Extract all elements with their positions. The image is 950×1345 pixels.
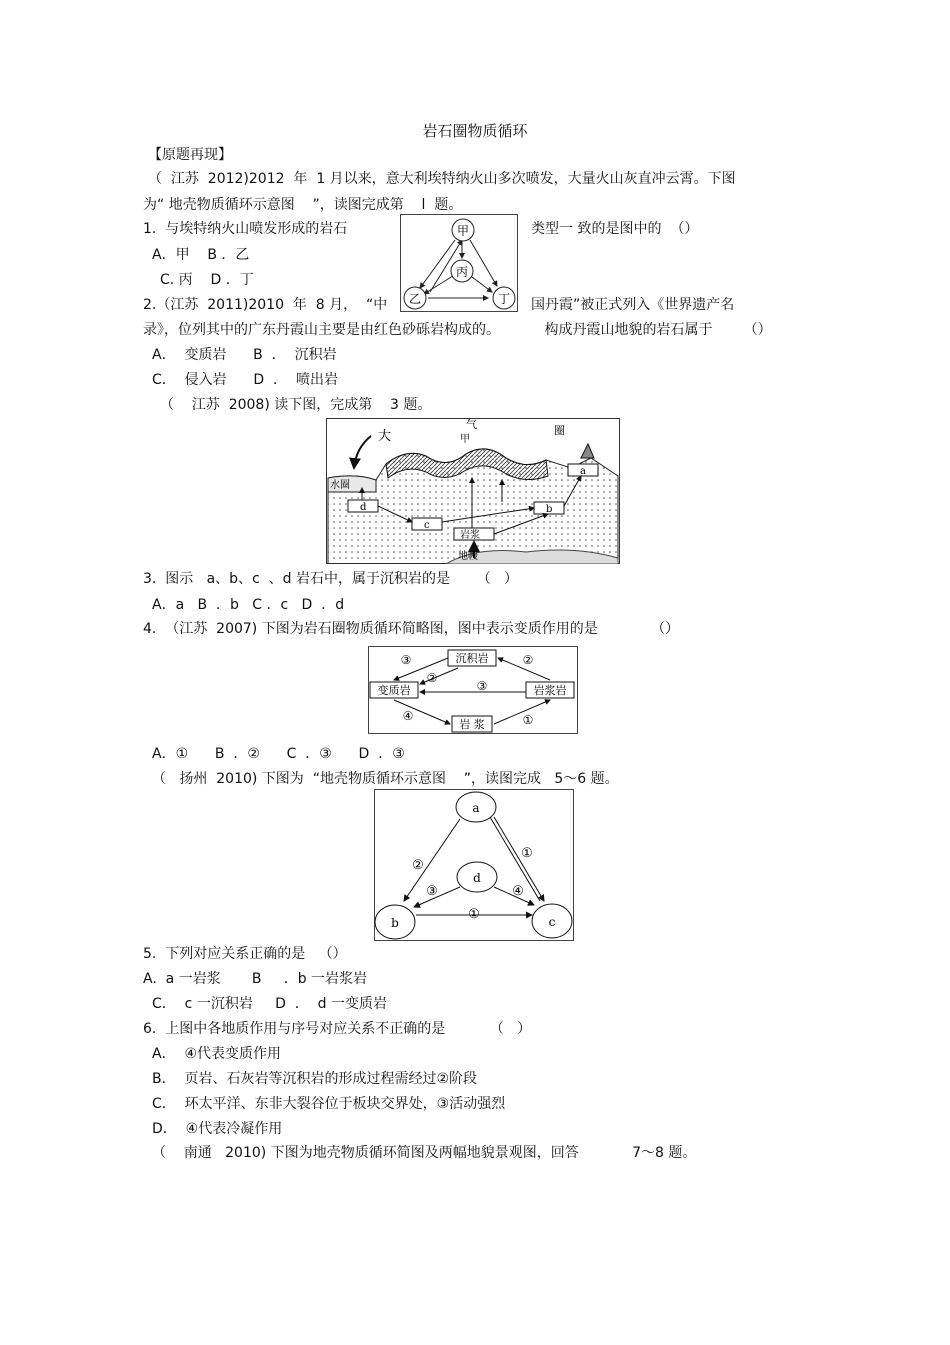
arrow-label: ④ — [512, 884, 524, 899]
question-2-stem: 2.（江苏 2011)2010 年 8 月， “中 — [143, 297, 388, 313]
q6-option-d: D． ④代表冷凝作用 — [152, 1121, 283, 1137]
text-line: 为“ 地壳物质循环示意图 ”，读图完成第 l 题。 — [143, 197, 463, 213]
arrow-label: ③ — [426, 884, 438, 899]
node-d: d — [473, 871, 481, 885]
text-line: （ 江苏 2012)2012 年 1 月以来，意大利埃特纳火山多次喷发，大量火山灰直冲云霄。下图 — [148, 171, 736, 187]
arrow-label: ① — [521, 846, 533, 861]
box-magma: 岩 浆 — [459, 718, 485, 731]
label-c: c — [424, 520, 430, 531]
arrow-label: ① — [468, 907, 480, 922]
arrow-label: ③ — [476, 679, 488, 693]
node-ding: 丁 — [497, 292, 511, 306]
q3-intro: （ 江苏 2008) 读下图，完成第 3 题。 — [160, 397, 432, 413]
node-yi: 乙 — [408, 292, 422, 306]
box-sedimentary: 沉积岩 — [455, 652, 489, 665]
q4-options: A．① B ．② C ．③ D ．③ — [152, 746, 405, 762]
figure-3-rock-cycle-boxes — [368, 646, 578, 734]
label-quan: 圈 — [554, 424, 565, 437]
node-c: c — [548, 915, 556, 929]
arrow-label: ② — [412, 858, 424, 873]
node-bing: 丙 — [455, 265, 469, 279]
label-shuiquan: 水圈 — [330, 480, 350, 491]
label-mantle: 地幔 — [458, 551, 478, 562]
label-a: a — [580, 466, 586, 477]
label-qi: 气 — [466, 418, 477, 431]
q5-options-cd: C． c 一沉积岩 D ． d 一变质岩 — [152, 996, 387, 1012]
figure-1-rock-cycle-triangle — [400, 214, 518, 312]
section-heading: 【原题再现】 — [148, 147, 232, 163]
label-jia: 甲 — [460, 434, 470, 445]
q3-options: A．a B ．b C ．c D ．d — [152, 597, 345, 613]
q1-options-cd: C. 丙 D ．丁 — [160, 272, 254, 288]
arrow-label: ② — [522, 653, 534, 667]
question-4-stem: 4. （江苏 2007) 下图为岩石圈物质循环简略图，图中表示变质作用的是 （） — [143, 621, 680, 637]
arrow-label: ④ — [402, 709, 414, 723]
figure-4-crust-cycle — [374, 789, 574, 941]
q7-intro: （ 南通 2010) 下图为地壳物质循环简图及两幅地貌景观图，回答 7～8 题。 — [152, 1145, 697, 1161]
box-metamorphic: 变质岩 — [377, 684, 411, 697]
q6-option-c: C． 环太平洋、东非大裂谷位于板块交界处，③活动强烈 — [152, 1096, 506, 1112]
question-5-stem: 5. 下列对应关系正确的是 （） — [143, 946, 347, 962]
arrow-label: ② — [426, 671, 438, 685]
label-magma: 岩浆 — [460, 530, 480, 541]
figure-2-crust-cross-section — [326, 418, 620, 564]
question-1-stem-cont: 类型一 致的是图中的 （） — [531, 221, 699, 237]
node-a: a — [472, 801, 480, 815]
q2-options-cd: C． 侵入岩 D ． 喷出岩 — [152, 372, 338, 388]
question-3-stem: 3. 图示 a、b、c 、d 岩石中，属于沉积岩的是 （ ） — [143, 571, 519, 587]
label-da: 大 — [378, 429, 392, 444]
arrow-label: ① — [522, 713, 534, 727]
q6-option-b: B． 页岩、石灰岩等沉积岩的形成过程需经过②阶段 — [152, 1071, 478, 1087]
q5-options-ab: A. a 一岩浆 B ．b 一岩浆岩 — [143, 971, 368, 987]
question-2-stem-line2: 录》，位列其中的广东丹霞山主要是由红色砂砾岩构成的。 构成丹霞山地貌的岩石属于 （） — [143, 322, 772, 338]
q1-options-ab: A．甲 B ．乙 — [152, 247, 250, 263]
q6-option-a: A． ④代表变质作用 — [152, 1046, 282, 1062]
node-b: b — [391, 916, 399, 930]
arrow-label: ③ — [400, 653, 412, 667]
q2-options-ab: A． 变质岩 B ． 沉积岩 — [152, 347, 337, 363]
page-title: 岩石圈物质循环 — [422, 122, 528, 140]
label-d: d — [360, 502, 367, 513]
label-b: b — [546, 504, 553, 515]
question-6-stem: 6. 上图中各地质作用与序号对应关系不正确的是 （ ） — [143, 1021, 532, 1037]
node-jia: 甲 — [456, 224, 470, 238]
box-igneous: 岩浆岩 — [533, 684, 567, 697]
q5-intro: （ 扬州 2010) 下图为 “地壳物质循环示意图 ”，读图完成 5～6 题。 — [152, 771, 619, 787]
question-2-stem-cont: 国丹霞”被正式列入《世界遗产名 — [531, 297, 735, 313]
question-1-stem: 1. 与埃特纳火山喷发形成的岩石 — [143, 221, 348, 237]
